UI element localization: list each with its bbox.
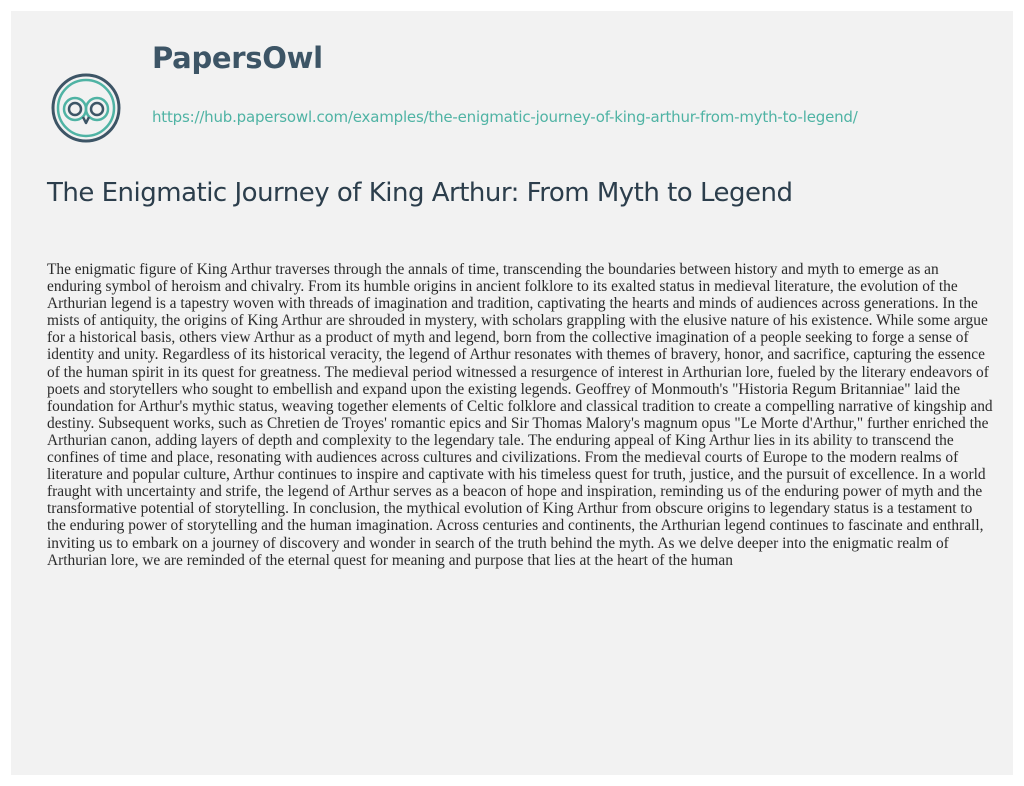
owl-logo-icon: [51, 73, 121, 143]
article-title: The Enigmatic Journey of King Arthur: From Myth to Legend: [47, 178, 793, 208]
brand-name: PapersOwl: [152, 41, 323, 75]
source-url-link[interactable]: https://hub.papersowl.com/examples/the-enigmatic-journey-of-king-arthur-from-myth-to-legend/: [152, 108, 858, 126]
document-page: [11, 11, 1013, 775]
header: [11, 11, 1013, 171]
article-body: The enigmatic figure of King Arthur traverses through the annals of time, transcending the boundaries between history and myth to emerge as an enduring symbol of heroism and chivalry. From its humble origins in ancient folklore to its exalted status in medieval literature, the evolution of the Arthurian legend is a tapestry woven with threads of imagination and tradition, captivating the hearts and minds of audiences across generations. In the mists of antiquity, the origins of King Arthur are shrouded in mystery, with scholars grappling with the elusive nature of his existence. While some argue for a historical basis, others view Arthur as a product of myth and legend, born from the collective imagination of a people seeking to forge a sense of identity and unity. Regardless of its historical veracity, the legend of Arthur resonates with themes of bravery, honor, and sacrifice, capturing the essence of the human spirit in its quest for greatness. The medieval period witnessed a resurgence of interest in Arthurian lore, fueled by the literary endeavors of poets and storytellers who sought to embellish and expand upon the existing legends. Geoffrey of Monmouth's "Historia Regum Britanniae" laid the foundation for Arthur's mythic status, weaving together elements of Celtic folklore and classical tradition to create a compelling narrative of kingship and destiny. Subsequent works, such as Chretien de Troyes' romantic epics and Sir Thomas Malory's magnum opus "Le Morte d'Arthur," further enriched the Arthurian canon, adding layers of depth and complexity to the legendary tale. The enduring appeal of King Arthur lies in its ability to transcend the confines of time and place, resonating with audiences across cultures and civilizations. From the medieval courts of Europe to the modern realms of literature and popular culture, Arthur continues to inspire and captivate with his timeless quest for truth, justice, and the pursuit of excellence. In a world fraught with uncertainty and strife, the legend of Arthur serves as a beacon of hope and inspiration, reminding us of the enduring power of myth and the transformative potential of storytelling. In conclusion, the mythical evolution of King Arthur from obscure origins to legendary status is a testament to the enduring power of storytelling and the human imagination. Across centuries and continents, the Arthurian legend continues to fascinate and enthrall, inviting us to embark on a journey of discovery and wonder in search of the truth behind the myth. As we delve deeper into the enigmatic realm of Arthurian lore, we are reminded of the eternal quest for meaning and purpose that lies at the heart of the human: [47, 261, 993, 569]
